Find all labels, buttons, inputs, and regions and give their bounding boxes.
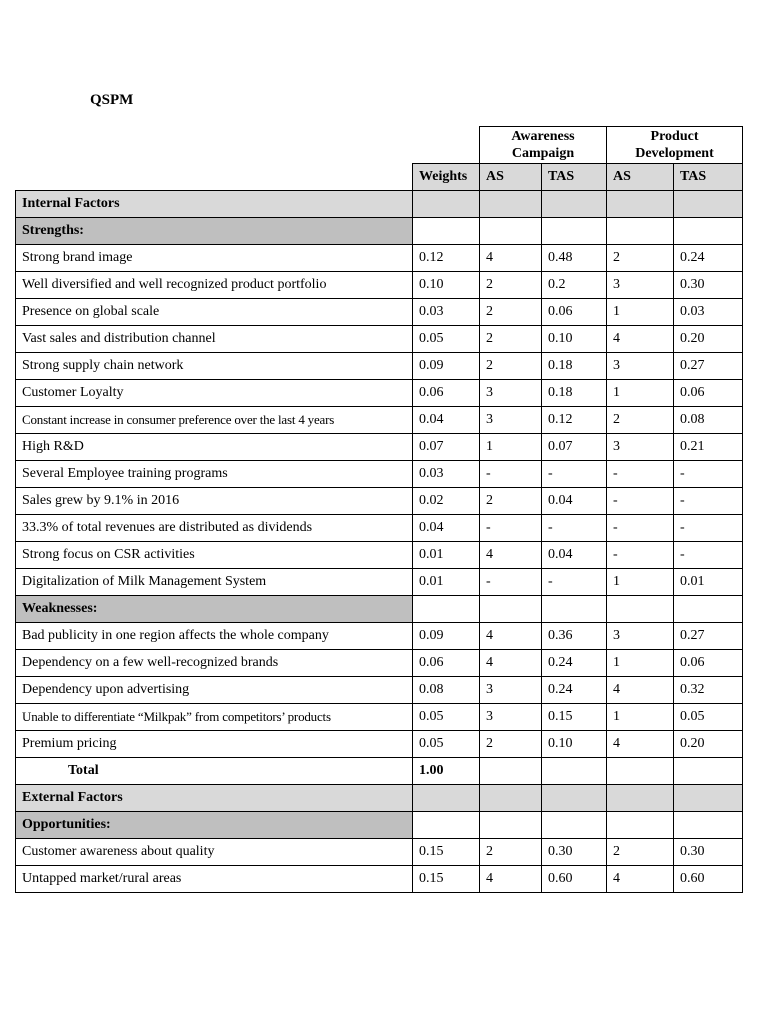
strengths-row-cell — [480, 218, 542, 245]
factor-row — [16, 731, 743, 758]
as-product-value: 4 — [607, 866, 674, 893]
weight-value: 0.15 — [413, 839, 480, 866]
factor-name: Strong brand image — [16, 245, 413, 272]
factor-name: Dependency on a few well-recognized brands — [16, 650, 413, 677]
factor-row — [16, 704, 743, 731]
as-product-value: - — [607, 542, 674, 569]
factor-name: Bad publicity in one region affects the whole company — [16, 623, 413, 650]
weaknesses-row-label: Weaknesses: — [16, 596, 413, 623]
factor-name: Customer Loyalty — [16, 380, 413, 407]
factor-name: Strong supply chain network — [16, 353, 413, 380]
tas-product-value: 0.20 — [674, 326, 743, 353]
opportunities-row-cell — [413, 812, 480, 839]
as-product-value: 1 — [607, 650, 674, 677]
factor-row — [16, 353, 743, 380]
weaknesses-row-cell — [674, 596, 743, 623]
weight-value: 0.10 — [413, 272, 480, 299]
tas-product-value: 0.21 — [674, 434, 743, 461]
strengths-row-cell — [542, 218, 607, 245]
factor-row — [16, 434, 743, 461]
as-product-value: - — [607, 515, 674, 542]
factor-row — [16, 407, 743, 434]
as-awareness-value: 2 — [480, 839, 542, 866]
weight-value: 0.03 — [413, 461, 480, 488]
strengths-row — [16, 218, 743, 245]
weight-value: 0.09 — [413, 623, 480, 650]
weaknesses-row-cell — [480, 596, 542, 623]
external-factors-row — [16, 785, 743, 812]
factor-row — [16, 542, 743, 569]
external-factors-row-label: External Factors — [16, 785, 413, 812]
as-awareness-value: 2 — [480, 731, 542, 758]
as-product-value: 2 — [607, 407, 674, 434]
factor-name: Well diversified and well recognized product portfolio — [16, 272, 413, 299]
opportunities-row-label: Opportunities: — [16, 812, 413, 839]
weights-header: Weights — [413, 164, 480, 191]
tas-product-value: 0.30 — [674, 272, 743, 299]
tas-product-value: 0.06 — [674, 380, 743, 407]
as-awareness-value: 2 — [480, 272, 542, 299]
tas-header-awareness: TAS — [542, 164, 607, 191]
tas-awareness-value: 0.06 — [542, 299, 607, 326]
external-factors-row-cell — [674, 785, 743, 812]
factor-row — [16, 839, 743, 866]
factor-name: High R&D — [16, 434, 413, 461]
factor-row — [16, 245, 743, 272]
factor-name: Untapped market/rural areas — [16, 866, 413, 893]
weight-value: 0.07 — [413, 434, 480, 461]
tas-product-value: - — [674, 461, 743, 488]
factor-row — [16, 272, 743, 299]
tas-awareness-value: - — [542, 515, 607, 542]
as-product-value: 3 — [607, 353, 674, 380]
as-product-value: 3 — [607, 272, 674, 299]
tas-awareness-value: 0.60 — [542, 866, 607, 893]
weight-value: 0.12 — [413, 245, 480, 272]
factor-name: Digitalization of Milk Management System — [16, 569, 413, 596]
internal-factors-row — [16, 191, 743, 218]
total-cell — [542, 758, 607, 785]
tas-product-value: 0.27 — [674, 353, 743, 380]
as-awareness-value: 2 — [480, 299, 542, 326]
tas-awareness-value: 0.04 — [542, 488, 607, 515]
internal-factors-row-cell — [413, 191, 480, 218]
as-product-value: 4 — [607, 326, 674, 353]
as-product-value: - — [607, 488, 674, 515]
weaknesses-row-cell — [607, 596, 674, 623]
as-awareness-value: 3 — [480, 407, 542, 434]
tas-product-value: 0.08 — [674, 407, 743, 434]
factor-row — [16, 569, 743, 596]
as-product-value: 4 — [607, 677, 674, 704]
strengths-row-cell — [413, 218, 480, 245]
weight-value: 0.08 — [413, 677, 480, 704]
strategy-header-row — [16, 127, 743, 164]
qspm-table — [15, 126, 743, 893]
as-awareness-value: 4 — [480, 542, 542, 569]
opportunities-row-cell — [542, 812, 607, 839]
tas-product-value: 0.03 — [674, 299, 743, 326]
strategy-product-development: Product Development — [607, 127, 743, 164]
factor-row — [16, 326, 743, 353]
as-product-value: 1 — [607, 569, 674, 596]
as-awareness-value: 3 — [480, 677, 542, 704]
factor-row — [16, 380, 743, 407]
as-product-value: 4 — [607, 731, 674, 758]
factor-name: 33.3% of total revenues are distributed as dividends — [16, 515, 413, 542]
total-weight: 1.00 — [413, 758, 480, 785]
as-awareness-value: - — [480, 569, 542, 596]
tas-awareness-value: 0.24 — [542, 677, 607, 704]
as-product-value: 1 — [607, 299, 674, 326]
factor-row — [16, 623, 743, 650]
tas-product-value: 0.27 — [674, 623, 743, 650]
weight-value: 0.05 — [413, 704, 480, 731]
as-product-value: 2 — [607, 839, 674, 866]
weight-value: 0.15 — [413, 866, 480, 893]
tas-awareness-value: - — [542, 569, 607, 596]
weight-value: 0.04 — [413, 515, 480, 542]
factor-row — [16, 461, 743, 488]
factor-row — [16, 299, 743, 326]
as-product-value: 1 — [607, 380, 674, 407]
as-product-value: 1 — [607, 704, 674, 731]
factor-name: Constant increase in consumer preference over the last 4 years — [16, 407, 413, 434]
as-awareness-value: 2 — [480, 488, 542, 515]
opportunities-row-cell — [674, 812, 743, 839]
as-awareness-value: 4 — [480, 866, 542, 893]
tas-product-value: 0.32 — [674, 677, 743, 704]
total-row — [16, 758, 743, 785]
factor-row — [16, 677, 743, 704]
tas-awareness-value: 0.36 — [542, 623, 607, 650]
as-awareness-value: 3 — [480, 704, 542, 731]
tas-awareness-value: 0.04 — [542, 542, 607, 569]
tas-product-value: 0.60 — [674, 866, 743, 893]
total-cell — [607, 758, 674, 785]
factor-name: Sales grew by 9.1% in 2016 — [16, 488, 413, 515]
tas-product-value: - — [674, 542, 743, 569]
weight-value: 0.05 — [413, 731, 480, 758]
tas-product-value: - — [674, 488, 743, 515]
qspm-body — [16, 127, 743, 893]
external-factors-row-cell — [542, 785, 607, 812]
as-product-value: 3 — [607, 623, 674, 650]
tas-product-value: 0.05 — [674, 704, 743, 731]
factor-name: Dependency upon advertising — [16, 677, 413, 704]
as-header-product: AS — [607, 164, 674, 191]
internal-factors-row-cell — [607, 191, 674, 218]
weight-value: 0.06 — [413, 650, 480, 677]
factor-name: Strong focus on CSR activities — [16, 542, 413, 569]
weight-value: 0.01 — [413, 542, 480, 569]
tas-header-product: TAS — [674, 164, 743, 191]
as-product-value: 3 — [607, 434, 674, 461]
tas-awareness-value: 0.18 — [542, 380, 607, 407]
weight-value: 0.04 — [413, 407, 480, 434]
weight-value: 0.05 — [413, 326, 480, 353]
as-awareness-value: 4 — [480, 623, 542, 650]
weight-value: 0.02 — [413, 488, 480, 515]
external-factors-row-cell — [480, 785, 542, 812]
total-label: Total — [16, 758, 413, 785]
tas-awareness-value: 0.10 — [542, 731, 607, 758]
factor-row — [16, 488, 743, 515]
opportunities-row-cell — [607, 812, 674, 839]
tas-awareness-value: - — [542, 461, 607, 488]
as-awareness-value: 3 — [480, 380, 542, 407]
internal-factors-row-cell — [674, 191, 743, 218]
external-factors-row-cell — [607, 785, 674, 812]
factor-name: Customer awareness about quality — [16, 839, 413, 866]
internal-factors-row-cell — [542, 191, 607, 218]
tas-awareness-value: 0.12 — [542, 407, 607, 434]
external-factors-row-cell — [413, 785, 480, 812]
as-product-value: 2 — [607, 245, 674, 272]
as-header-awareness: AS — [480, 164, 542, 191]
opportunities-row-cell — [480, 812, 542, 839]
tas-product-value: - — [674, 515, 743, 542]
tas-product-value: 0.20 — [674, 731, 743, 758]
tas-awareness-value: 0.24 — [542, 650, 607, 677]
weight-value: 0.03 — [413, 299, 480, 326]
factor-name: Vast sales and distribution channel — [16, 326, 413, 353]
strengths-row-cell — [607, 218, 674, 245]
as-awareness-value: - — [480, 515, 542, 542]
internal-factors-row-label: Internal Factors — [16, 191, 413, 218]
opportunities-row — [16, 812, 743, 839]
tas-product-value: 0.06 — [674, 650, 743, 677]
as-awareness-value: 1 — [480, 434, 542, 461]
weight-value: 0.09 — [413, 353, 480, 380]
tas-awareness-value: 0.10 — [542, 326, 607, 353]
strengths-row-label: Strengths: — [16, 218, 413, 245]
column-header-row — [16, 164, 743, 191]
weaknesses-row — [16, 596, 743, 623]
tas-awareness-value: 0.48 — [542, 245, 607, 272]
total-cell — [480, 758, 542, 785]
tas-awareness-value: 0.07 — [542, 434, 607, 461]
as-awareness-value: - — [480, 461, 542, 488]
weight-value: 0.06 — [413, 380, 480, 407]
factor-name: Several Employee training programs — [16, 461, 413, 488]
factor-name: Presence on global scale — [16, 299, 413, 326]
weaknesses-row-cell — [413, 596, 480, 623]
total-cell — [674, 758, 743, 785]
factor-row — [16, 650, 743, 677]
weight-value: 0.01 — [413, 569, 480, 596]
tas-product-value: 0.30 — [674, 839, 743, 866]
as-awareness-value: 2 — [480, 326, 542, 353]
factor-row — [16, 515, 743, 542]
factor-name: Premium pricing — [16, 731, 413, 758]
as-product-value: - — [607, 461, 674, 488]
internal-factors-row-cell — [480, 191, 542, 218]
tas-awareness-value: 0.2 — [542, 272, 607, 299]
as-awareness-value: 4 — [480, 245, 542, 272]
tas-product-value: 0.24 — [674, 245, 743, 272]
strengths-row-cell — [674, 218, 743, 245]
tas-awareness-value: 0.18 — [542, 353, 607, 380]
tas-product-value: 0.01 — [674, 569, 743, 596]
tas-awareness-value: 0.15 — [542, 704, 607, 731]
document-title: QSPM — [90, 92, 134, 108]
tas-awareness-value: 0.30 — [542, 839, 607, 866]
weaknesses-row-cell — [542, 596, 607, 623]
factor-row — [16, 866, 743, 893]
as-awareness-value: 2 — [480, 353, 542, 380]
factor-name: Unable to differentiate “Milkpak” from competitors’ products — [16, 704, 413, 731]
as-awareness-value: 4 — [480, 650, 542, 677]
strategy-awareness-campaign: Awareness Campaign — [480, 127, 607, 164]
